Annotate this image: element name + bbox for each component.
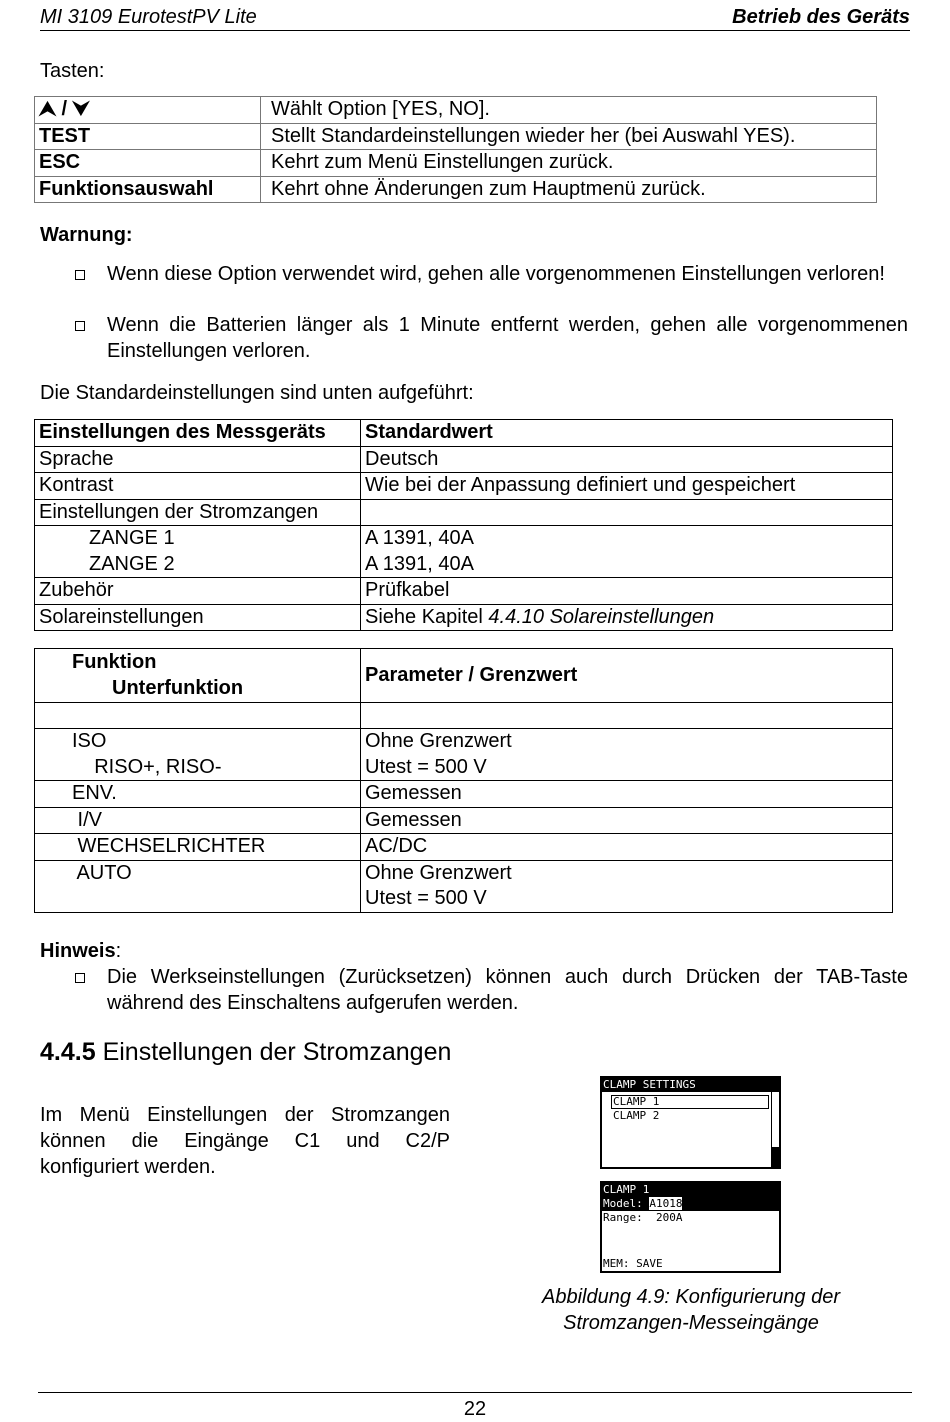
settings-name: Kontrast — [35, 473, 361, 500]
lcd-menu-item[interactable]: CLAMP 2 — [613, 1109, 660, 1122]
settings-name: Solareinstellungen — [35, 604, 361, 631]
lcd-model-label: Model: — [603, 1197, 650, 1210]
warning-item: Wenn die Batterien länger als 1 Minute entfernt werden, gehen alle vorgenommenen Einstellungen verloren. — [107, 314, 908, 362]
settings-value — [361, 499, 893, 526]
function-header-cell — [35, 649, 361, 703]
function-name: WECHSELRICHTER — [35, 834, 361, 861]
checkbox-bullet-icon — [75, 321, 85, 331]
keys-row — [35, 97, 877, 124]
lcd-clamp-settings — [600, 1076, 781, 1169]
section-text: Im Menü Einstellungen der Stromzangen können die Eingänge C1 und C2/P konfiguriert werden. — [40, 1104, 450, 1178]
section-heading — [40, 1036, 451, 1068]
settings-value: Wie bei der Anpassung definiert und gespeichert — [361, 473, 893, 500]
keys-table — [34, 96, 877, 203]
key-description: Kehrt ohne Änderungen zum Hauptmenü zurück. — [261, 176, 877, 203]
function-parameter: Ohne Grenzwert Utest = 500 V — [361, 860, 893, 912]
keys-row — [35, 176, 877, 203]
settings-name: Einstellungen der Stromzangen — [35, 499, 361, 526]
lcd-title: CLAMP 1 — [602, 1183, 779, 1197]
settings-header-default: Standardwert — [361, 420, 893, 447]
settings-value: Prüfkabel — [361, 578, 893, 605]
key-name: ESC — [35, 150, 261, 177]
lcd-title: CLAMP SETTINGS — [602, 1078, 779, 1092]
figure-caption: Abbildung 4.9: Konfigurierung der Stromzangen-Messeingänge — [542, 1286, 840, 1334]
warning-title: Warnung: — [40, 224, 133, 246]
key-description: Wählt Option [YES, NO]. — [261, 97, 877, 124]
key-name: TEST — [35, 123, 261, 150]
function-empty-cell — [35, 703, 361, 729]
settings-value-text: Siehe Kapitel — [365, 605, 489, 628]
function-parameter: Gemessen — [361, 807, 893, 834]
lcd-menu-item-selected[interactable]: CLAMP 1 — [611, 1095, 769, 1109]
function-name: I/V — [35, 807, 361, 834]
key-description: Stellt Standardeinstellungen wieder her (bei Auswahl YES). — [261, 123, 877, 150]
lcd-model-value[interactable]: A1018 — [649, 1197, 683, 1210]
settings-value: A 1391, 40A A 1391, 40A — [361, 526, 893, 578]
checkbox-bullet-icon — [75, 973, 85, 983]
function-header-func: Funktion — [72, 651, 157, 673]
function-table — [34, 648, 893, 913]
lcd-clamp-1 — [600, 1181, 781, 1273]
settings-name: ZANGE 1 ZANGE 2 — [35, 526, 361, 578]
settings-row — [35, 578, 893, 605]
function-name: ENV. — [35, 781, 361, 808]
settings-name: Zubehör — [35, 578, 361, 605]
settings-name: Sprache — [35, 446, 361, 473]
key-name: ⮝ / ⮟ — [35, 97, 261, 124]
note-colon: : — [115, 940, 122, 962]
function-empty-cell — [361, 703, 893, 729]
page-number: 22 — [463, 1398, 487, 1420]
section-title: Einstellungen der Stromzangen — [102, 1038, 452, 1066]
function-header-sub: Unterfunktion — [112, 676, 244, 699]
settings-row — [35, 526, 893, 578]
settings-row — [35, 604, 893, 631]
settings-value: Deutsch — [361, 446, 893, 473]
note-text: Die Werkseinstellungen (Zurücksetzen) können auch durch Drücken der TAB-Taste während des Einschaltens aufgerufen werden. — [107, 966, 908, 1014]
function-name: ISO RISO+, RISO- — [35, 729, 361, 781]
keys-row — [35, 150, 877, 177]
lcd-scrollbar[interactable] — [771, 1092, 779, 1167]
note-title: Hinweis — [40, 940, 116, 962]
defaults-intro: Die Standardeinstellungen sind unten aufgeführt: — [40, 382, 474, 404]
settings-header-setting: Einstellungen des Messgeräts — [35, 420, 361, 447]
function-parameter: AC/DC — [361, 834, 893, 861]
lcd-range-row[interactable]: Range: 200A — [603, 1211, 683, 1224]
settings-row — [35, 499, 893, 526]
footer-rule — [38, 1392, 912, 1393]
function-row — [35, 860, 893, 912]
function-parameter: Ohne Grenzwert Utest = 500 V — [361, 729, 893, 781]
header-manual-title: MI 3109 EurotestPV Lite — [40, 6, 257, 28]
header-section-title: Betrieb des Geräts — [732, 6, 910, 28]
function-row — [35, 781, 893, 808]
lcd-scroll-thumb[interactable] — [772, 1147, 779, 1167]
function-header-param: Parameter / Grenzwert — [361, 649, 893, 703]
function-row — [35, 729, 893, 781]
key-name: Funktionsauswahl — [35, 176, 261, 203]
function-row — [35, 807, 893, 834]
lcd-model-row[interactable] — [602, 1197, 779, 1211]
warning-item: Wenn diese Option verwendet wird, gehen alle vorgenommenen Einstellungen verloren! — [107, 263, 885, 285]
key-description: Kehrt zum Menü Einstellungen zurück. — [261, 150, 877, 177]
settings-value — [361, 604, 893, 631]
section-number: 4.4.5 — [40, 1038, 96, 1066]
settings-table — [34, 419, 893, 631]
chapter-reference-link[interactable]: 4.4.10 Solareinstellungen — [488, 605, 715, 628]
keys-title: Tasten: — [40, 60, 105, 82]
page-header — [40, 6, 910, 31]
lcd-footer: MEM: SAVE — [603, 1257, 663, 1270]
function-row — [35, 834, 893, 861]
settings-row — [35, 446, 893, 473]
settings-row — [35, 473, 893, 500]
function-parameter: Gemessen — [361, 781, 893, 808]
note-heading — [40, 938, 121, 964]
keys-row — [35, 123, 877, 150]
checkbox-bullet-icon — [75, 270, 85, 280]
function-name: AUTO — [35, 860, 361, 912]
